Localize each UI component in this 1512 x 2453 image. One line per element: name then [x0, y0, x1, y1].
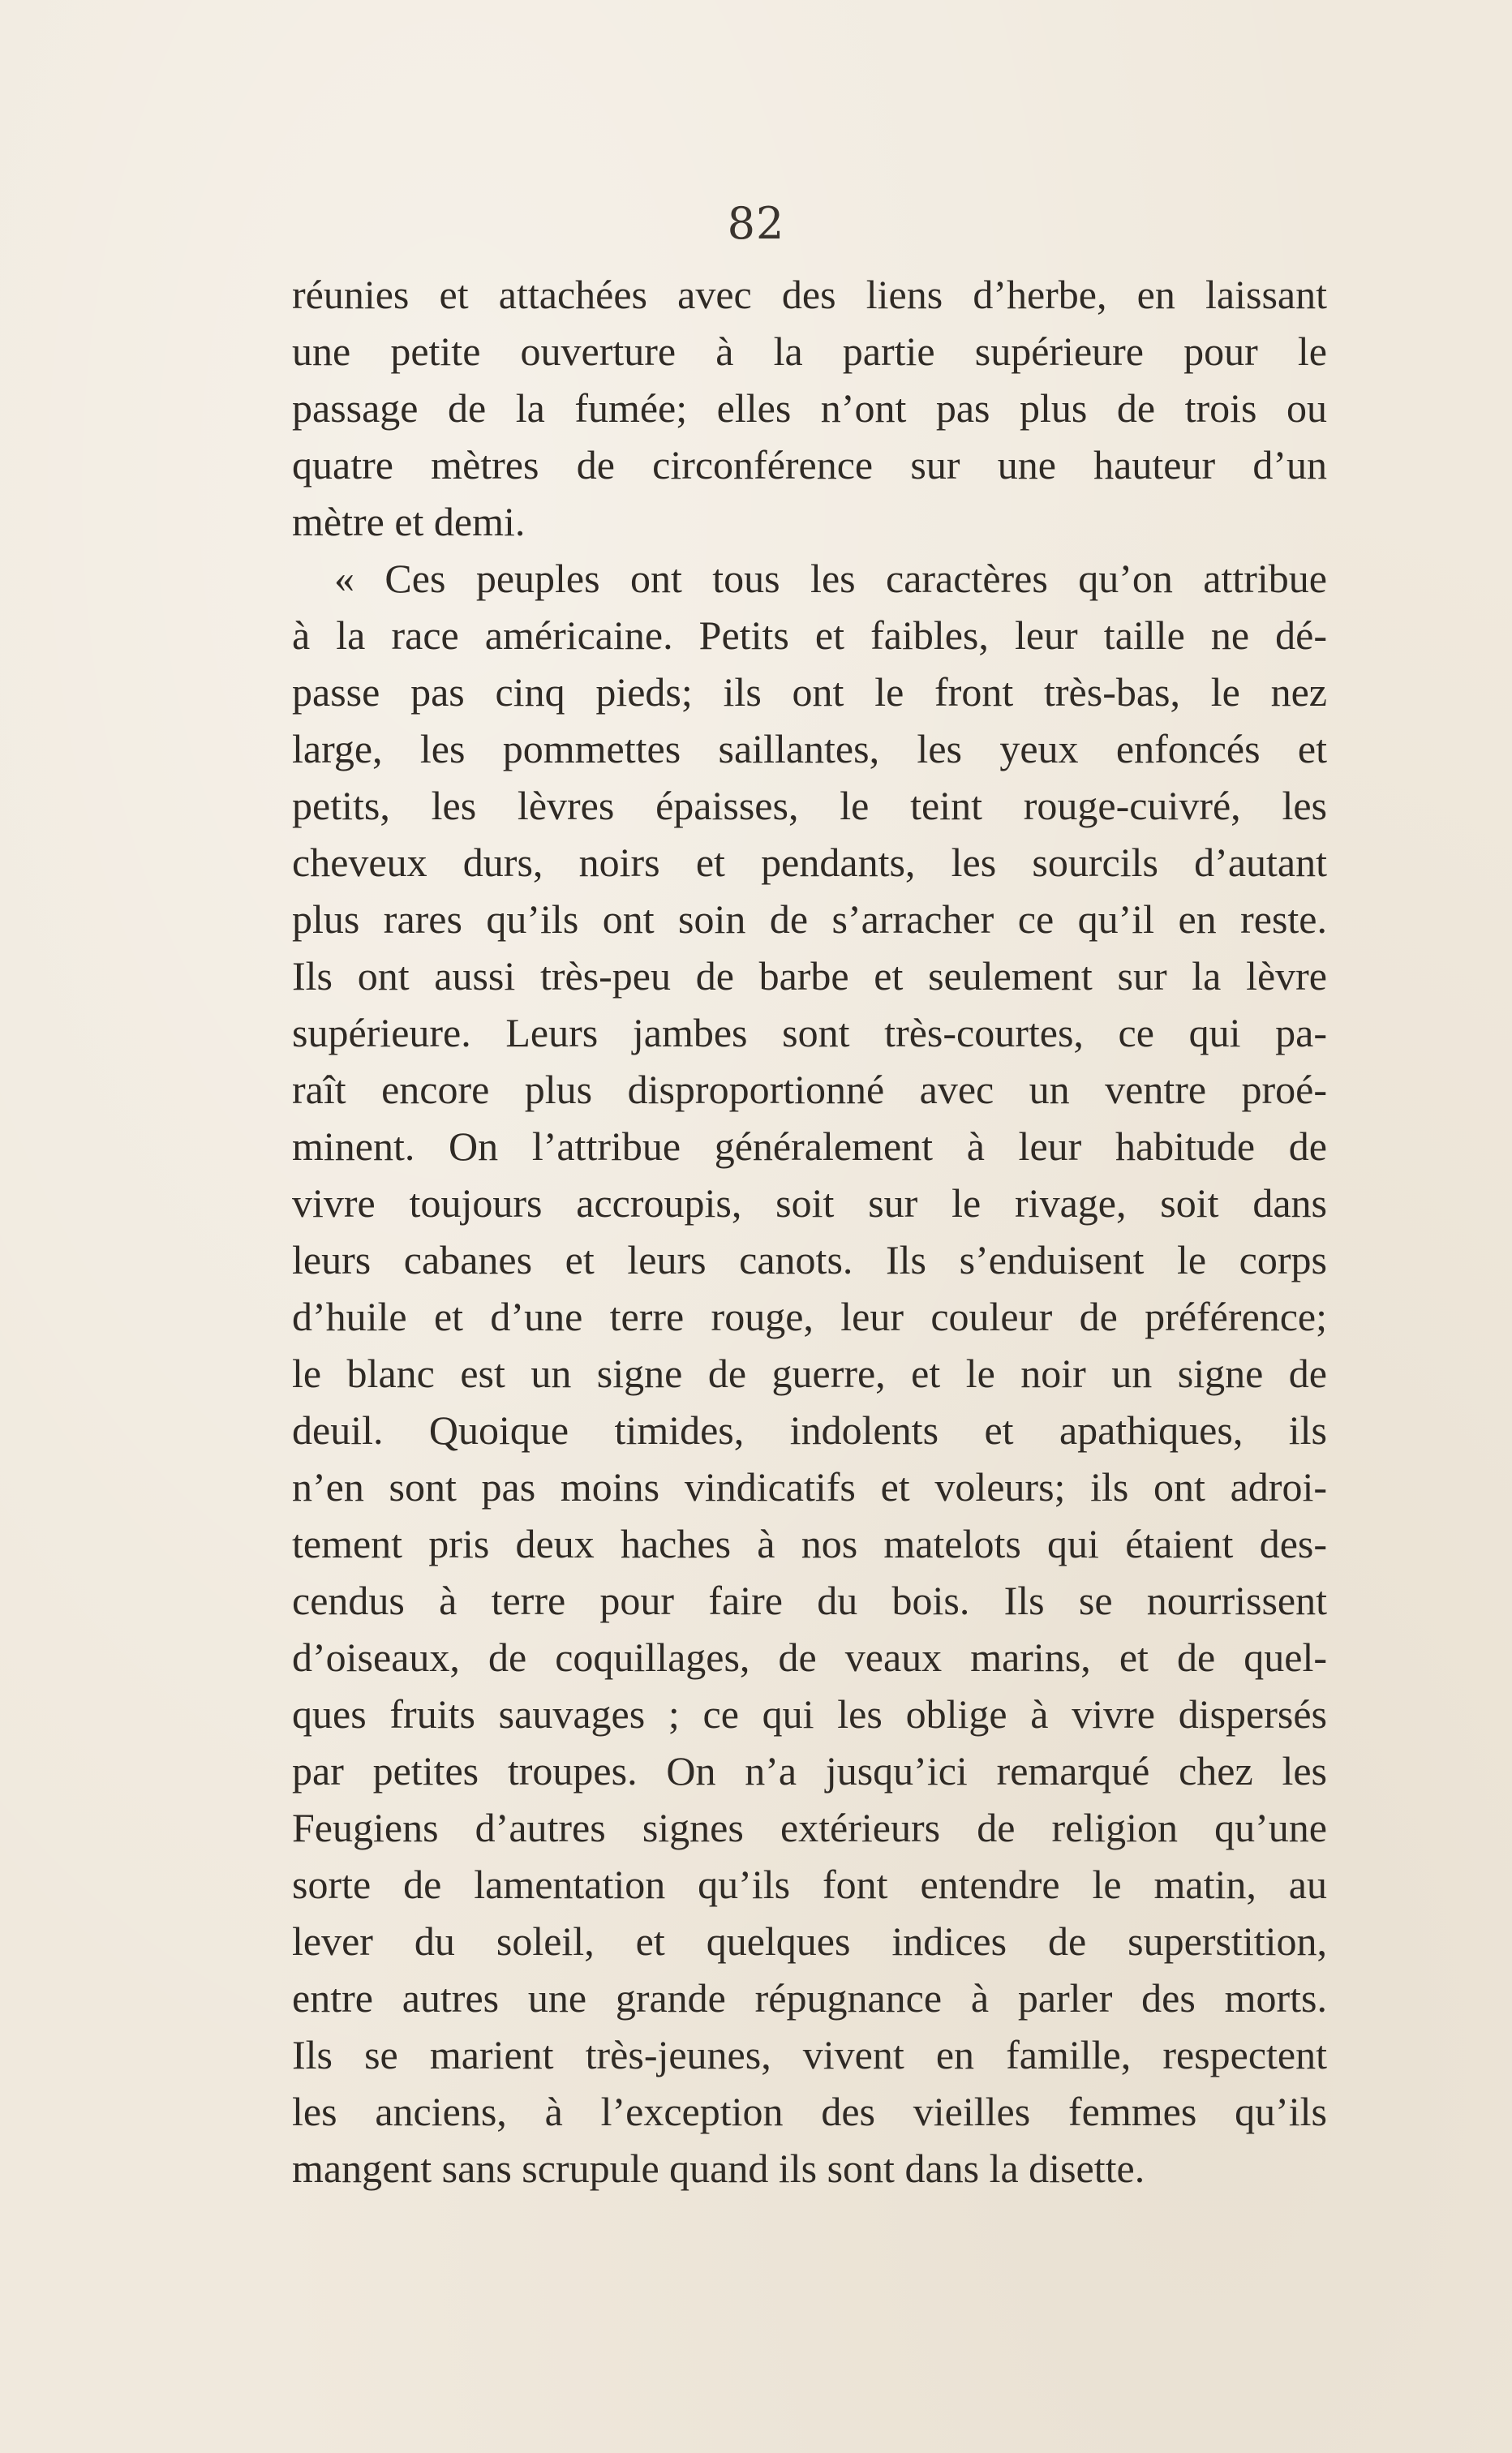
text-line: vivre toujours accroupis, soit sur le rivage, soit dans	[292, 1180, 1327, 1226]
text-line: à la race américaine. Petits et faibles, leur taille ne dé-	[292, 612, 1327, 658]
text-line: passe pas cinq pieds; ils ont le front très-bas, le nez	[292, 669, 1327, 715]
text-line: ques fruits sauvages ; ce qui les oblige à vivre dispersés	[292, 1691, 1327, 1737]
text-line: leurs cabanes et leurs canots. Ils s’enduisent le corps	[292, 1237, 1327, 1282]
text-line: entre autres une grande répugnance à parler des morts.	[292, 1975, 1327, 2021]
text-line: d’huile et d’une terre rouge, leur couleur de préférence;	[292, 1294, 1327, 1339]
text-line: minent. On l’attribue généralement à leur habitude de	[292, 1123, 1327, 1169]
page-number: 82	[727, 198, 785, 249]
text-line: Ils ont aussi très-peu de barbe et seulement sur la lèvre	[292, 953, 1327, 999]
text-line: Ils se marient très-jeunes, vivent en famille, respectent	[292, 2032, 1327, 2077]
text-line: cheveux durs, noirs et pendants, les sourcils d’autant	[292, 840, 1327, 885]
text-line: mangent sans scrupule quand ils sont dans la disette.	[292, 2146, 1145, 2191]
text-line: passage de la fumée; elles n’ont pas plus de trois ou	[292, 385, 1327, 431]
text-line: les anciens, à l’exception des vieilles femmes qu’ils	[292, 2089, 1327, 2134]
text-line: large, les pommettes saillantes, les yeux enfoncés et	[292, 726, 1327, 771]
text-line: supérieure. Leurs jambes sont très-courtes, ce qui pa-	[292, 1010, 1327, 1055]
text-line: quatre mètres de circonférence sur une hauteur d’un	[292, 442, 1327, 488]
text-line: « Ces peuples ont tous les caractères qu’on attribue	[334, 556, 1327, 601]
text-line: Feugiens d’autres signes extérieurs de religion qu’une	[292, 1805, 1327, 1850]
text-line: le blanc est un signe de guerre, et le noir un signe de	[292, 1351, 1327, 1396]
text-line: n’en sont pas moins vindicatifs et voleurs; ils ont adroi-	[292, 1464, 1327, 1510]
text-line: raît encore plus disproportionné avec un ventre proé-	[292, 1067, 1327, 1112]
text-line: lever du soleil, et quelques indices de superstition,	[292, 1918, 1327, 1964]
text-line: par petites troupes. On n’a jusqu’ici remarqué chez les	[292, 1748, 1327, 1794]
text-line: tement pris deux haches à nos matelots qui étaient des-	[292, 1521, 1327, 1566]
text-line: d’oiseaux, de coquillages, de veaux marins, et de quel-	[292, 1635, 1327, 1680]
text-line: petits, les lèvres épaisses, le teint rouge-cuivré, les	[292, 783, 1327, 828]
text-line: sorte de lamentation qu’ils font entendre le matin, au	[292, 1862, 1327, 1907]
text-line: cendus à terre pour faire du bois. Ils se nourrissent	[292, 1578, 1327, 1623]
body-text	[292, 266, 1327, 2197]
text-line: mètre et demi.	[292, 499, 526, 544]
text-line: une petite ouverture à la partie supérieure pour le	[292, 329, 1327, 374]
text-line: deuil. Quoique timides, indolents et apathiques, ils	[292, 1407, 1327, 1453]
text-line: plus rares qu’ils ont soin de s’arracher ce qu’il en reste.	[292, 896, 1327, 942]
text-line: réunies et attachées avec des liens d’herbe, en laissant	[292, 272, 1327, 317]
